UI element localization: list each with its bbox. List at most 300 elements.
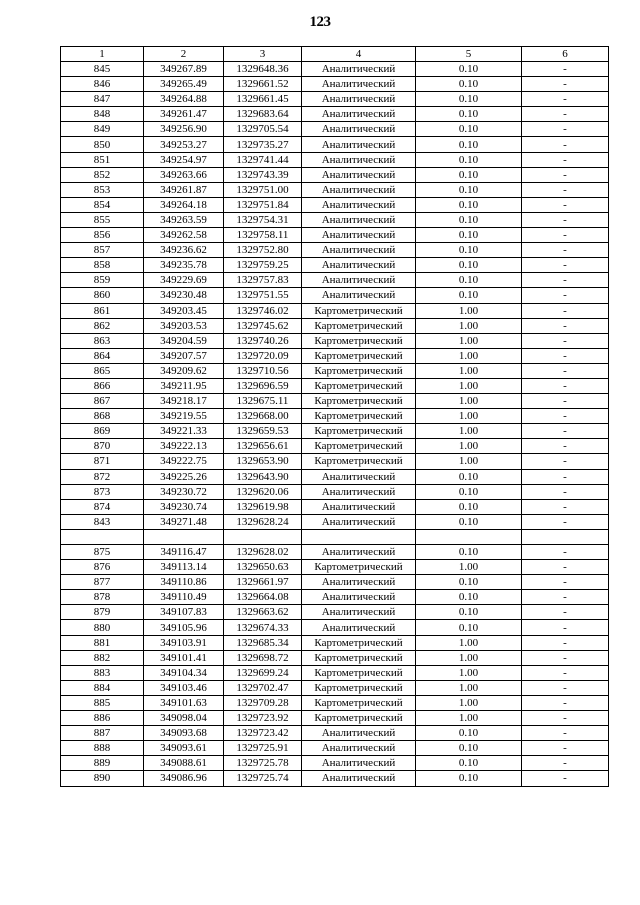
x-coordinate-cell: 349107.83: [144, 605, 224, 620]
point-number-cell: 880: [61, 620, 144, 635]
method-cell: Аналитический: [302, 167, 416, 182]
method-cell: Аналитический: [302, 152, 416, 167]
table-row: [61, 394, 609, 409]
point-number-cell: 883: [61, 665, 144, 680]
x-coordinate-cell: 349225.26: [144, 469, 224, 484]
method-cell: Картометрический: [302, 363, 416, 378]
column-header: 2: [144, 47, 224, 62]
point-number-cell: 849: [61, 122, 144, 137]
table-row: [61, 152, 609, 167]
y-coordinate-cell: 1329709.28: [224, 695, 302, 710]
note-cell: -: [522, 258, 609, 273]
point-number-cell: 866: [61, 378, 144, 393]
note-cell: -: [522, 77, 609, 92]
point-number-cell: 871: [61, 454, 144, 469]
note-cell: -: [522, 635, 609, 650]
y-coordinate-cell: 1329720.09: [224, 348, 302, 363]
table-row: [61, 620, 609, 635]
accuracy-cell: 0.10: [416, 756, 522, 771]
accuracy-cell: 1.00: [416, 711, 522, 726]
method-cell: Аналитический: [302, 771, 416, 786]
y-coordinate-cell: 1329696.59: [224, 378, 302, 393]
note-cell: -: [522, 756, 609, 771]
x-coordinate-cell: 349207.57: [144, 348, 224, 363]
table-row: [61, 635, 609, 650]
x-coordinate-cell: 349101.63: [144, 695, 224, 710]
point-number-cell: 843: [61, 514, 144, 529]
note-cell: -: [522, 152, 609, 167]
y-coordinate-cell: 1329656.61: [224, 439, 302, 454]
y-coordinate-cell: 1329699.24: [224, 665, 302, 680]
x-coordinate-cell: 349222.13: [144, 439, 224, 454]
note-cell: -: [522, 575, 609, 590]
accuracy-cell: 0.10: [416, 182, 522, 197]
table-row: [61, 137, 609, 152]
accuracy-cell: 0.10: [416, 545, 522, 560]
note-cell: -: [522, 695, 609, 710]
note-cell: -: [522, 771, 609, 786]
method-cell: Аналитический: [302, 273, 416, 288]
method-cell: Картометрический: [302, 333, 416, 348]
table-row: [61, 62, 609, 77]
x-coordinate-cell: 349093.68: [144, 726, 224, 741]
table-row: [61, 680, 609, 695]
note-cell: -: [522, 650, 609, 665]
note-cell: -: [522, 107, 609, 122]
x-coordinate-cell: 349229.69: [144, 273, 224, 288]
table-row: [61, 514, 609, 529]
method-cell: Аналитический: [302, 212, 416, 227]
note-cell: -: [522, 409, 609, 424]
accuracy-cell: 1.00: [416, 348, 522, 363]
method-cell: Аналитический: [302, 620, 416, 635]
point-number-cell: 874: [61, 499, 144, 514]
y-coordinate-cell: 1329628.24: [224, 514, 302, 529]
y-coordinate-cell: 1329628.02: [224, 545, 302, 560]
point-number-cell: 872: [61, 469, 144, 484]
method-cell: Аналитический: [302, 197, 416, 212]
accuracy-cell: 1.00: [416, 409, 522, 424]
point-number-cell: 856: [61, 228, 144, 243]
x-coordinate-cell: 349230.74: [144, 499, 224, 514]
table-row: [61, 560, 609, 575]
point-number-cell: 860: [61, 288, 144, 303]
y-coordinate-cell: 1329757.83: [224, 273, 302, 288]
note-cell: -: [522, 590, 609, 605]
accuracy-cell: 0.10: [416, 726, 522, 741]
accuracy-cell: 1.00: [416, 695, 522, 710]
table-row: [61, 695, 609, 710]
table-row: [61, 243, 609, 258]
method-cell: Картометрический: [302, 560, 416, 575]
table-row: [61, 318, 609, 333]
method-cell: Аналитический: [302, 545, 416, 560]
point-number-cell: 858: [61, 258, 144, 273]
accuracy-cell: 0.10: [416, 167, 522, 182]
accuracy-cell: 0.10: [416, 499, 522, 514]
accuracy-cell: 0.10: [416, 197, 522, 212]
y-coordinate-cell: 1329653.90: [224, 454, 302, 469]
accuracy-cell: 0.10: [416, 92, 522, 107]
accuracy-cell: 1.00: [416, 394, 522, 409]
x-coordinate-cell: 349203.53: [144, 318, 224, 333]
point-number-cell: 845: [61, 62, 144, 77]
column-header: 6: [522, 47, 609, 62]
accuracy-cell: 0.10: [416, 514, 522, 529]
column-header: 5: [416, 47, 522, 62]
point-number-cell: 886: [61, 711, 144, 726]
accuracy-cell: 1.00: [416, 439, 522, 454]
y-coordinate-cell: 1329743.39: [224, 167, 302, 182]
method-cell: Картометрический: [302, 650, 416, 665]
x-coordinate-cell: 349098.04: [144, 711, 224, 726]
y-coordinate-cell: 1329664.08: [224, 590, 302, 605]
method-cell: Картометрический: [302, 439, 416, 454]
point-number-cell: 865: [61, 363, 144, 378]
method-cell: Картометрический: [302, 394, 416, 409]
accuracy-cell: 1.00: [416, 635, 522, 650]
coordinates-table: [60, 46, 609, 787]
x-coordinate-cell: 349101.41: [144, 650, 224, 665]
point-number-cell: 877: [61, 575, 144, 590]
x-coordinate-cell: 349253.27: [144, 137, 224, 152]
y-coordinate-cell: 1329620.06: [224, 484, 302, 499]
y-coordinate-cell: 1329751.00: [224, 182, 302, 197]
y-coordinate-cell: 1329745.62: [224, 318, 302, 333]
point-number-cell: 869: [61, 424, 144, 439]
x-coordinate-cell: 349235.78: [144, 258, 224, 273]
method-cell: Картометрический: [302, 711, 416, 726]
y-coordinate-cell: 1329759.25: [224, 258, 302, 273]
method-cell: Картометрический: [302, 378, 416, 393]
accuracy-cell: 0.10: [416, 107, 522, 122]
y-coordinate-cell: 1329735.27: [224, 137, 302, 152]
accuracy-cell: 1.00: [416, 378, 522, 393]
accuracy-cell: 1.00: [416, 363, 522, 378]
note-cell: -: [522, 499, 609, 514]
table-row: [61, 756, 609, 771]
table-row: [61, 741, 609, 756]
table-row: [61, 529, 609, 544]
table-row: [61, 182, 609, 197]
method-cell: Аналитический: [302, 726, 416, 741]
y-coordinate-cell: 1329661.45: [224, 92, 302, 107]
method-cell: Картометрический: [302, 680, 416, 695]
point-number-cell: 861: [61, 303, 144, 318]
note-cell: -: [522, 182, 609, 197]
note-cell: -: [522, 711, 609, 726]
note-cell: -: [522, 741, 609, 756]
table-row: [61, 288, 609, 303]
note-cell: -: [522, 680, 609, 695]
x-coordinate-cell: 349261.87: [144, 182, 224, 197]
x-coordinate-cell: 349254.97: [144, 152, 224, 167]
table-row: [61, 650, 609, 665]
method-cell: Аналитический: [302, 77, 416, 92]
y-coordinate-cell: 1329725.91: [224, 741, 302, 756]
table-row: [61, 92, 609, 107]
note-cell: [522, 529, 609, 544]
accuracy-cell: 1.00: [416, 454, 522, 469]
accuracy-cell: 0.10: [416, 137, 522, 152]
table-row: [61, 107, 609, 122]
table-row: [61, 469, 609, 484]
note-cell: -: [522, 514, 609, 529]
note-cell: -: [522, 137, 609, 152]
y-coordinate-cell: 1329754.31: [224, 212, 302, 227]
accuracy-cell: 0.10: [416, 212, 522, 227]
note-cell: -: [522, 665, 609, 680]
accuracy-cell: 0.10: [416, 605, 522, 620]
table-row: [61, 424, 609, 439]
method-cell: Аналитический: [302, 182, 416, 197]
accuracy-cell: 0.10: [416, 288, 522, 303]
y-coordinate-cell: 1329723.92: [224, 711, 302, 726]
x-coordinate-cell: 349086.96: [144, 771, 224, 786]
method-cell: Аналитический: [302, 228, 416, 243]
y-coordinate-cell: 1329740.26: [224, 333, 302, 348]
y-coordinate-cell: 1329648.36: [224, 62, 302, 77]
method-cell: Аналитический: [302, 288, 416, 303]
note-cell: -: [522, 212, 609, 227]
note-cell: -: [522, 545, 609, 560]
accuracy-cell: 0.10: [416, 741, 522, 756]
note-cell: -: [522, 424, 609, 439]
accuracy-cell: 0.10: [416, 484, 522, 499]
note-cell: -: [522, 122, 609, 137]
method-cell: Аналитический: [302, 92, 416, 107]
x-coordinate-cell: 349116.47: [144, 545, 224, 560]
table-row: [61, 545, 609, 560]
y-coordinate-cell: 1329741.44: [224, 152, 302, 167]
x-coordinate-cell: 349271.48: [144, 514, 224, 529]
note-cell: -: [522, 288, 609, 303]
accuracy-cell: 1.00: [416, 318, 522, 333]
x-coordinate-cell: 349088.61: [144, 756, 224, 771]
method-cell: Картометрический: [302, 695, 416, 710]
table-row: [61, 454, 609, 469]
x-coordinate-cell: 349103.91: [144, 635, 224, 650]
table-row: [61, 363, 609, 378]
point-number-cell: 855: [61, 212, 144, 227]
accuracy-cell: 0.10: [416, 228, 522, 243]
point-number-cell: 888: [61, 741, 144, 756]
point-number-cell: 847: [61, 92, 144, 107]
x-coordinate-cell: 349218.17: [144, 394, 224, 409]
accuracy-cell: 1.00: [416, 424, 522, 439]
point-number-cell: 853: [61, 182, 144, 197]
method-cell: Аналитический: [302, 62, 416, 77]
table-row: [61, 726, 609, 741]
y-coordinate-cell: 1329746.02: [224, 303, 302, 318]
note-cell: -: [522, 363, 609, 378]
point-number-cell: 890: [61, 771, 144, 786]
accuracy-cell: 1.00: [416, 680, 522, 695]
method-cell: Картометрический: [302, 318, 416, 333]
method-cell: Аналитический: [302, 605, 416, 620]
x-coordinate-cell: 349093.61: [144, 741, 224, 756]
y-coordinate-cell: 1329751.84: [224, 197, 302, 212]
y-coordinate-cell: 1329661.52: [224, 77, 302, 92]
point-number-cell: 867: [61, 394, 144, 409]
method-cell: Аналитический: [302, 107, 416, 122]
note-cell: -: [522, 348, 609, 363]
method-cell: Аналитический: [302, 514, 416, 529]
method-cell: Картометрический: [302, 424, 416, 439]
point-number-cell: 876: [61, 560, 144, 575]
y-coordinate-cell: 1329661.97: [224, 575, 302, 590]
x-coordinate-cell: 349264.88: [144, 92, 224, 107]
note-cell: -: [522, 243, 609, 258]
y-coordinate-cell: 1329752.80: [224, 243, 302, 258]
table-row: [61, 303, 609, 318]
method-cell: Картометрический: [302, 454, 416, 469]
table-row: [61, 167, 609, 182]
note-cell: -: [522, 167, 609, 182]
y-coordinate-cell: 1329758.11: [224, 228, 302, 243]
note-cell: -: [522, 726, 609, 741]
note-cell: -: [522, 620, 609, 635]
note-cell: -: [522, 333, 609, 348]
x-coordinate-cell: 349236.62: [144, 243, 224, 258]
method-cell: Аналитический: [302, 484, 416, 499]
x-coordinate-cell: 349267.89: [144, 62, 224, 77]
y-coordinate-cell: 1329683.64: [224, 107, 302, 122]
note-cell: -: [522, 197, 609, 212]
accuracy-cell: 0.10: [416, 590, 522, 605]
point-number-cell: 854: [61, 197, 144, 212]
table-row: [61, 258, 609, 273]
x-coordinate-cell: 349219.55: [144, 409, 224, 424]
method-cell: [302, 529, 416, 544]
point-number-cell: 887: [61, 726, 144, 741]
accuracy-cell: 0.10: [416, 258, 522, 273]
table-row: [61, 484, 609, 499]
y-coordinate-cell: 1329668.00: [224, 409, 302, 424]
point-number-cell: 846: [61, 77, 144, 92]
table-row: [61, 122, 609, 137]
method-cell: Аналитический: [302, 499, 416, 514]
table-row: [61, 665, 609, 680]
y-coordinate-cell: [224, 529, 302, 544]
point-number-cell: 881: [61, 635, 144, 650]
point-number-cell: 889: [61, 756, 144, 771]
point-number-cell: 868: [61, 409, 144, 424]
x-coordinate-cell: 349103.46: [144, 680, 224, 695]
x-coordinate-cell: [144, 529, 224, 544]
x-coordinate-cell: 349263.59: [144, 212, 224, 227]
method-cell: Аналитический: [302, 756, 416, 771]
point-number-cell: 857: [61, 243, 144, 258]
method-cell: Аналитический: [302, 575, 416, 590]
table-row: [61, 711, 609, 726]
method-cell: Аналитический: [302, 741, 416, 756]
point-number-cell: 851: [61, 152, 144, 167]
table-row: [61, 197, 609, 212]
page-number: 123: [309, 14, 331, 30]
x-coordinate-cell: 349110.86: [144, 575, 224, 590]
table-row: [61, 333, 609, 348]
table-row: [61, 228, 609, 243]
point-number-cell: 870: [61, 439, 144, 454]
x-coordinate-cell: 349104.34: [144, 665, 224, 680]
column-header: 1: [61, 47, 144, 62]
y-coordinate-cell: 1329685.34: [224, 635, 302, 650]
point-number-cell: 848: [61, 107, 144, 122]
point-number-cell: 873: [61, 484, 144, 499]
x-coordinate-cell: 349203.45: [144, 303, 224, 318]
method-cell: Аналитический: [302, 122, 416, 137]
y-coordinate-cell: 1329723.42: [224, 726, 302, 741]
y-coordinate-cell: 1329674.33: [224, 620, 302, 635]
table-row: [61, 499, 609, 514]
y-coordinate-cell: 1329675.11: [224, 394, 302, 409]
point-number-cell: 859: [61, 273, 144, 288]
table-row: [61, 409, 609, 424]
y-coordinate-cell: 1329698.72: [224, 650, 302, 665]
table-row: [61, 273, 609, 288]
point-number-cell: 863: [61, 333, 144, 348]
method-cell: Аналитический: [302, 258, 416, 273]
note-cell: -: [522, 605, 609, 620]
x-coordinate-cell: 349263.66: [144, 167, 224, 182]
note-cell: -: [522, 560, 609, 575]
method-cell: Аналитический: [302, 243, 416, 258]
accuracy-cell: 0.10: [416, 575, 522, 590]
method-cell: Аналитический: [302, 137, 416, 152]
header-row: [61, 47, 609, 62]
accuracy-cell: [416, 529, 522, 544]
accuracy-cell: 1.00: [416, 303, 522, 318]
point-number-cell: 882: [61, 650, 144, 665]
table-row: [61, 605, 609, 620]
table-row: [61, 77, 609, 92]
note-cell: -: [522, 454, 609, 469]
y-coordinate-cell: 1329710.56: [224, 363, 302, 378]
column-header: 3: [224, 47, 302, 62]
table-row: [61, 575, 609, 590]
note-cell: -: [522, 303, 609, 318]
point-number-cell: 885: [61, 695, 144, 710]
accuracy-cell: 0.10: [416, 152, 522, 167]
accuracy-cell: 1.00: [416, 333, 522, 348]
point-number-cell: 850: [61, 137, 144, 152]
y-coordinate-cell: 1329725.78: [224, 756, 302, 771]
point-number-cell: 862: [61, 318, 144, 333]
table-row: [61, 378, 609, 393]
method-cell: Картометрический: [302, 303, 416, 318]
note-cell: -: [522, 273, 609, 288]
table-row: [61, 348, 609, 363]
accuracy-cell: 0.10: [416, 62, 522, 77]
accuracy-cell: 0.10: [416, 122, 522, 137]
table-row: [61, 771, 609, 786]
method-cell: Аналитический: [302, 590, 416, 605]
accuracy-cell: 1.00: [416, 560, 522, 575]
x-coordinate-cell: 349113.14: [144, 560, 224, 575]
accuracy-cell: 0.10: [416, 469, 522, 484]
y-coordinate-cell: 1329643.90: [224, 469, 302, 484]
y-coordinate-cell: 1329663.62: [224, 605, 302, 620]
accuracy-cell: 1.00: [416, 650, 522, 665]
accuracy-cell: 1.00: [416, 665, 522, 680]
note-cell: -: [522, 378, 609, 393]
point-number-cell: 879: [61, 605, 144, 620]
method-cell: Картометрический: [302, 635, 416, 650]
note-cell: -: [522, 469, 609, 484]
note-cell: -: [522, 92, 609, 107]
note-cell: -: [522, 394, 609, 409]
